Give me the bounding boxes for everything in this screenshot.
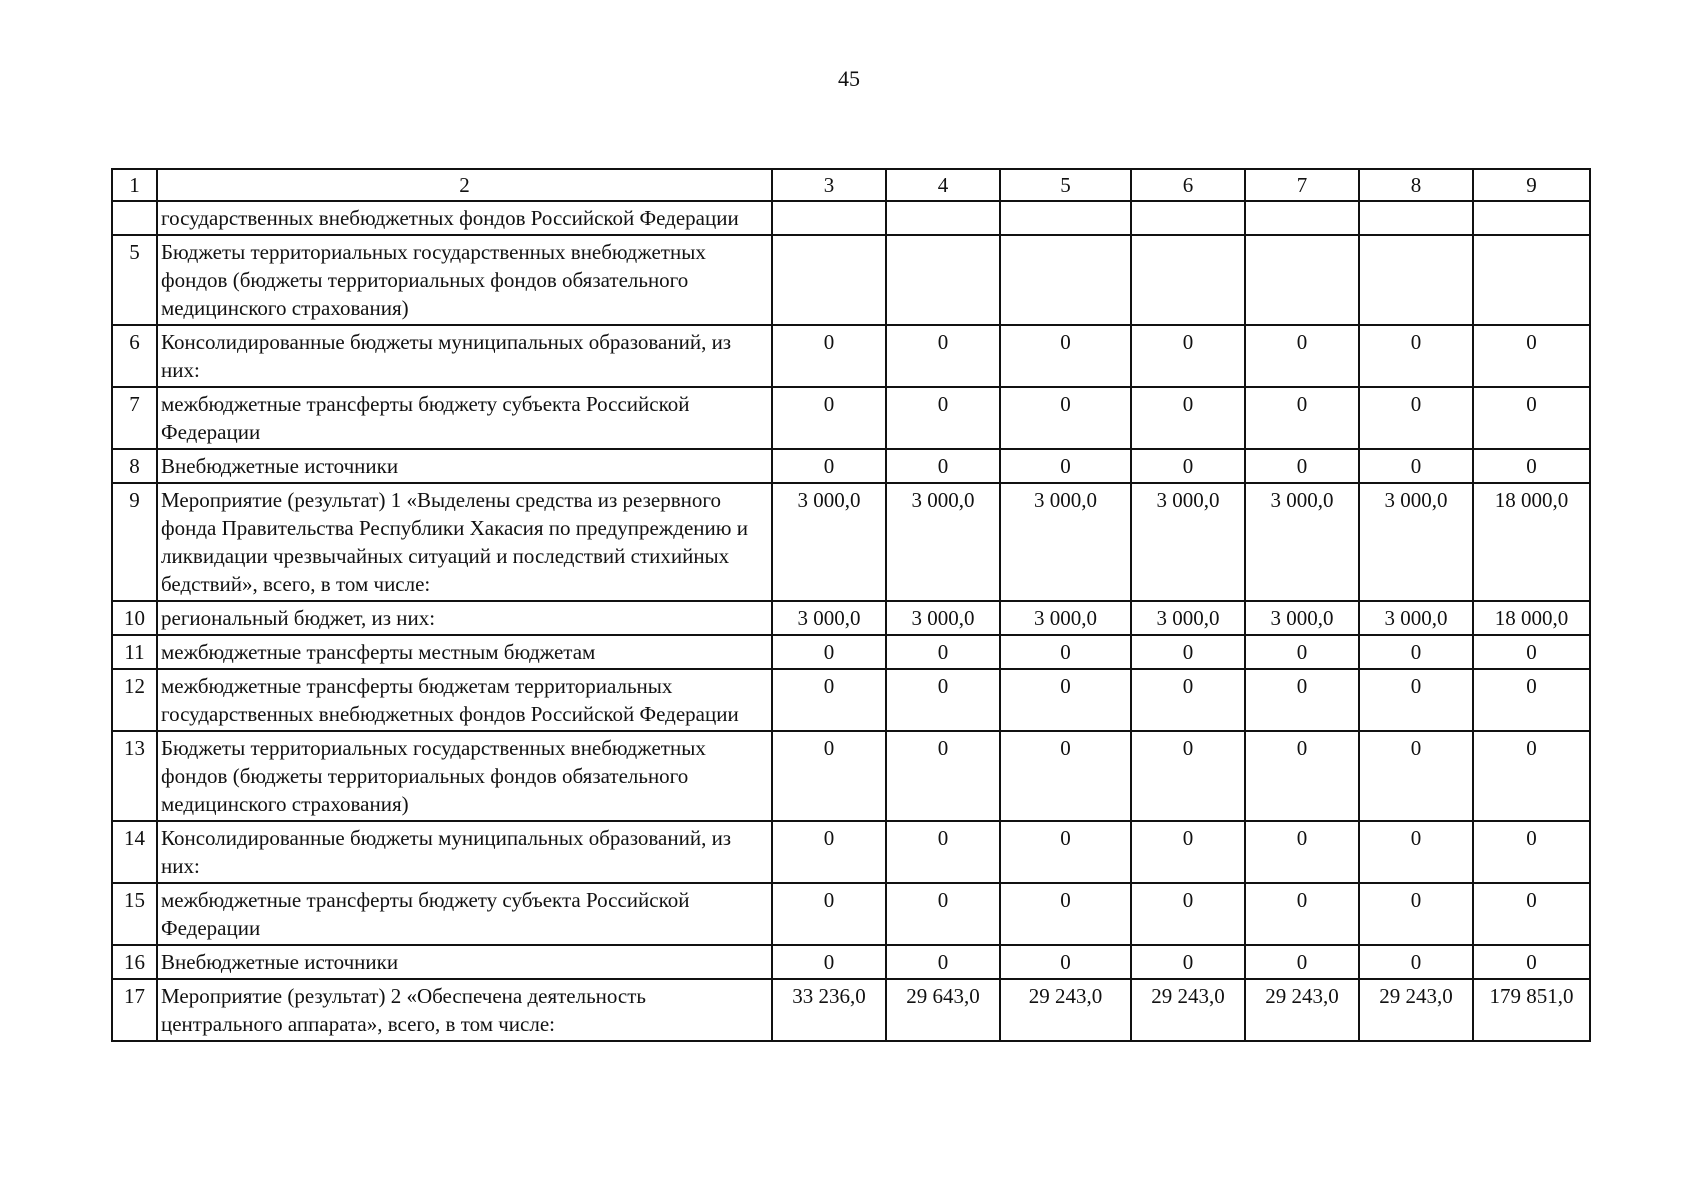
row-number: 7 <box>112 387 157 449</box>
value-cell: 3 000,0 <box>1131 601 1245 635</box>
table-row <box>112 883 1590 945</box>
value-cell: 0 <box>1131 449 1245 483</box>
value-cell: 0 <box>1359 387 1473 449</box>
row-number: 6 <box>112 325 157 387</box>
table-row <box>112 635 1590 669</box>
value-cell: 3 000,0 <box>772 601 886 635</box>
table-row <box>112 201 1590 235</box>
row-number: 14 <box>112 821 157 883</box>
value-cell <box>1245 235 1359 325</box>
value-cell: 3 000,0 <box>1359 483 1473 601</box>
value-cell: 0 <box>772 325 886 387</box>
value-cell <box>886 201 1000 235</box>
value-cell: 0 <box>772 635 886 669</box>
value-cell: 0 <box>772 449 886 483</box>
value-cell: 0 <box>1000 325 1131 387</box>
row-number: 10 <box>112 601 157 635</box>
row-number: 8 <box>112 449 157 483</box>
value-cell: 0 <box>1245 449 1359 483</box>
table-row <box>112 387 1590 449</box>
table-row <box>112 821 1590 883</box>
table-row <box>112 945 1590 979</box>
value-cell: 0 <box>1473 669 1590 731</box>
header-cell: 5 <box>1000 169 1131 201</box>
value-cell: 0 <box>1000 731 1131 821</box>
value-cell: 0 <box>1359 669 1473 731</box>
value-cell: 3 000,0 <box>1245 483 1359 601</box>
header-row <box>112 169 1590 201</box>
table-row <box>112 449 1590 483</box>
value-cell: 0 <box>1131 821 1245 883</box>
value-cell <box>772 201 886 235</box>
row-description: Внебюджетные источники <box>157 945 772 979</box>
row-description: региональный бюджет, из них: <box>157 601 772 635</box>
value-cell: 3 000,0 <box>1359 601 1473 635</box>
value-cell: 0 <box>1245 945 1359 979</box>
value-cell: 0 <box>1359 945 1473 979</box>
value-cell: 3 000,0 <box>1245 601 1359 635</box>
header-cell: 4 <box>886 169 1000 201</box>
value-cell: 0 <box>1000 883 1131 945</box>
value-cell: 0 <box>1473 325 1590 387</box>
value-cell: 0 <box>1473 387 1590 449</box>
value-cell: 0 <box>1245 325 1359 387</box>
value-cell: 3 000,0 <box>1000 483 1131 601</box>
table-row <box>112 325 1590 387</box>
value-cell: 18 000,0 <box>1473 601 1590 635</box>
row-number: 11 <box>112 635 157 669</box>
value-cell: 0 <box>772 945 886 979</box>
value-cell: 0 <box>1131 883 1245 945</box>
table-row <box>112 483 1590 601</box>
value-cell: 0 <box>1131 635 1245 669</box>
value-cell: 3 000,0 <box>1000 601 1131 635</box>
header-cell: 9 <box>1473 169 1590 201</box>
header-cell: 8 <box>1359 169 1473 201</box>
value-cell: 0 <box>1000 387 1131 449</box>
row-description: Мероприятие (результат) 1 «Выделены средства из резервного фонда Правительства Республики Хакасия по предупреждению и ликвидации чрезвычайных ситуаций и последствий стихийных бедствий», всего, в том числе: <box>157 483 772 601</box>
value-cell: 0 <box>886 821 1000 883</box>
value-cell: 0 <box>772 669 886 731</box>
row-description: государственных внебюджетных фондов Российской Федерации <box>157 201 772 235</box>
value-cell: 0 <box>1245 821 1359 883</box>
value-cell: 29 643,0 <box>886 979 1000 1041</box>
value-cell: 0 <box>772 883 886 945</box>
table-row <box>112 979 1590 1041</box>
value-cell: 0 <box>772 387 886 449</box>
value-cell: 29 243,0 <box>1245 979 1359 1041</box>
row-number <box>112 201 157 235</box>
value-cell <box>1359 201 1473 235</box>
row-number: 12 <box>112 669 157 731</box>
row-description: Внебюджетные источники <box>157 449 772 483</box>
row-number: 5 <box>112 235 157 325</box>
header-cell: 2 <box>157 169 772 201</box>
value-cell: 0 <box>1131 325 1245 387</box>
value-cell: 0 <box>1131 945 1245 979</box>
value-cell: 0 <box>772 731 886 821</box>
value-cell: 0 <box>1000 449 1131 483</box>
row-description: межбюджетные трансферты бюджетам территориальных государственных внебюджетных фондов Российской Федерации <box>157 669 772 731</box>
value-cell: 0 <box>886 449 1000 483</box>
value-cell: 0 <box>1359 635 1473 669</box>
value-cell: 0 <box>886 635 1000 669</box>
row-description: Бюджеты территориальных государственных внебюджетных фондов (бюджеты территориальных фондов обязательного медицинского страхования) <box>157 235 772 325</box>
value-cell: 0 <box>1473 883 1590 945</box>
value-cell: 0 <box>1245 731 1359 821</box>
value-cell: 0 <box>1131 387 1245 449</box>
value-cell: 29 243,0 <box>1131 979 1245 1041</box>
row-description: межбюджетные трансферты местным бюджетам <box>157 635 772 669</box>
value-cell <box>1473 235 1590 325</box>
value-cell: 3 000,0 <box>1131 483 1245 601</box>
value-cell <box>1000 201 1131 235</box>
value-cell <box>1131 201 1245 235</box>
table-row <box>112 731 1590 821</box>
value-cell: 0 <box>1245 883 1359 945</box>
row-number: 17 <box>112 979 157 1041</box>
value-cell: 0 <box>1473 821 1590 883</box>
header-cell: 1 <box>112 169 157 201</box>
value-cell: 0 <box>1359 449 1473 483</box>
value-cell: 0 <box>1000 635 1131 669</box>
row-description: Мероприятие (результат) 2 «Обеспечена деятельность центрального аппарата», всего, в том числе: <box>157 979 772 1041</box>
value-cell: 0 <box>1473 731 1590 821</box>
row-description: межбюджетные трансферты бюджету субъекта Российской Федерации <box>157 883 772 945</box>
table-row <box>112 235 1590 325</box>
row-number: 13 <box>112 731 157 821</box>
value-cell <box>886 235 1000 325</box>
row-number: 16 <box>112 945 157 979</box>
table-row <box>112 669 1590 731</box>
value-cell: 3 000,0 <box>886 483 1000 601</box>
value-cell: 0 <box>886 325 1000 387</box>
value-cell: 0 <box>886 883 1000 945</box>
value-cell: 0 <box>1359 731 1473 821</box>
value-cell: 0 <box>1473 945 1590 979</box>
value-cell: 29 243,0 <box>1359 979 1473 1041</box>
value-cell: 0 <box>886 387 1000 449</box>
value-cell: 0 <box>1131 731 1245 821</box>
budget-table <box>111 168 1591 1042</box>
header-cell: 6 <box>1131 169 1245 201</box>
value-cell: 0 <box>1359 325 1473 387</box>
value-cell <box>1131 235 1245 325</box>
value-cell: 0 <box>886 731 1000 821</box>
value-cell: 0 <box>1245 635 1359 669</box>
row-description: Консолидированные бюджеты муниципальных образований, из них: <box>157 821 772 883</box>
value-cell: 3 000,0 <box>886 601 1000 635</box>
value-cell: 33 236,0 <box>772 979 886 1041</box>
value-cell: 0 <box>1245 387 1359 449</box>
page-number: 45 <box>838 66 860 91</box>
value-cell: 179 851,0 <box>1473 979 1590 1041</box>
table-row <box>112 601 1590 635</box>
value-cell: 0 <box>1359 883 1473 945</box>
header-cell: 7 <box>1245 169 1359 201</box>
value-cell <box>1245 201 1359 235</box>
row-description: Бюджеты территориальных государственных внебюджетных фондов (бюджеты территориальных фондов обязательного медицинского страхования) <box>157 731 772 821</box>
value-cell: 0 <box>1245 669 1359 731</box>
value-cell <box>772 235 886 325</box>
value-cell: 0 <box>886 945 1000 979</box>
value-cell <box>1000 235 1131 325</box>
value-cell: 0 <box>886 669 1000 731</box>
row-description: Консолидированные бюджеты муниципальных образований, из них: <box>157 325 772 387</box>
value-cell: 3 000,0 <box>772 483 886 601</box>
value-cell: 29 243,0 <box>1000 979 1131 1041</box>
value-cell: 0 <box>1359 821 1473 883</box>
row-number: 15 <box>112 883 157 945</box>
value-cell: 0 <box>1000 821 1131 883</box>
value-cell <box>1359 235 1473 325</box>
row-description: межбюджетные трансферты бюджету субъекта Российской Федерации <box>157 387 772 449</box>
value-cell: 0 <box>1473 635 1590 669</box>
value-cell: 0 <box>1000 669 1131 731</box>
value-cell <box>1473 201 1590 235</box>
value-cell: 18 000,0 <box>1473 483 1590 601</box>
value-cell: 0 <box>1473 449 1590 483</box>
header-cell: 3 <box>772 169 886 201</box>
value-cell: 0 <box>1000 945 1131 979</box>
row-number: 9 <box>112 483 157 601</box>
value-cell: 0 <box>1131 669 1245 731</box>
value-cell: 0 <box>772 821 886 883</box>
